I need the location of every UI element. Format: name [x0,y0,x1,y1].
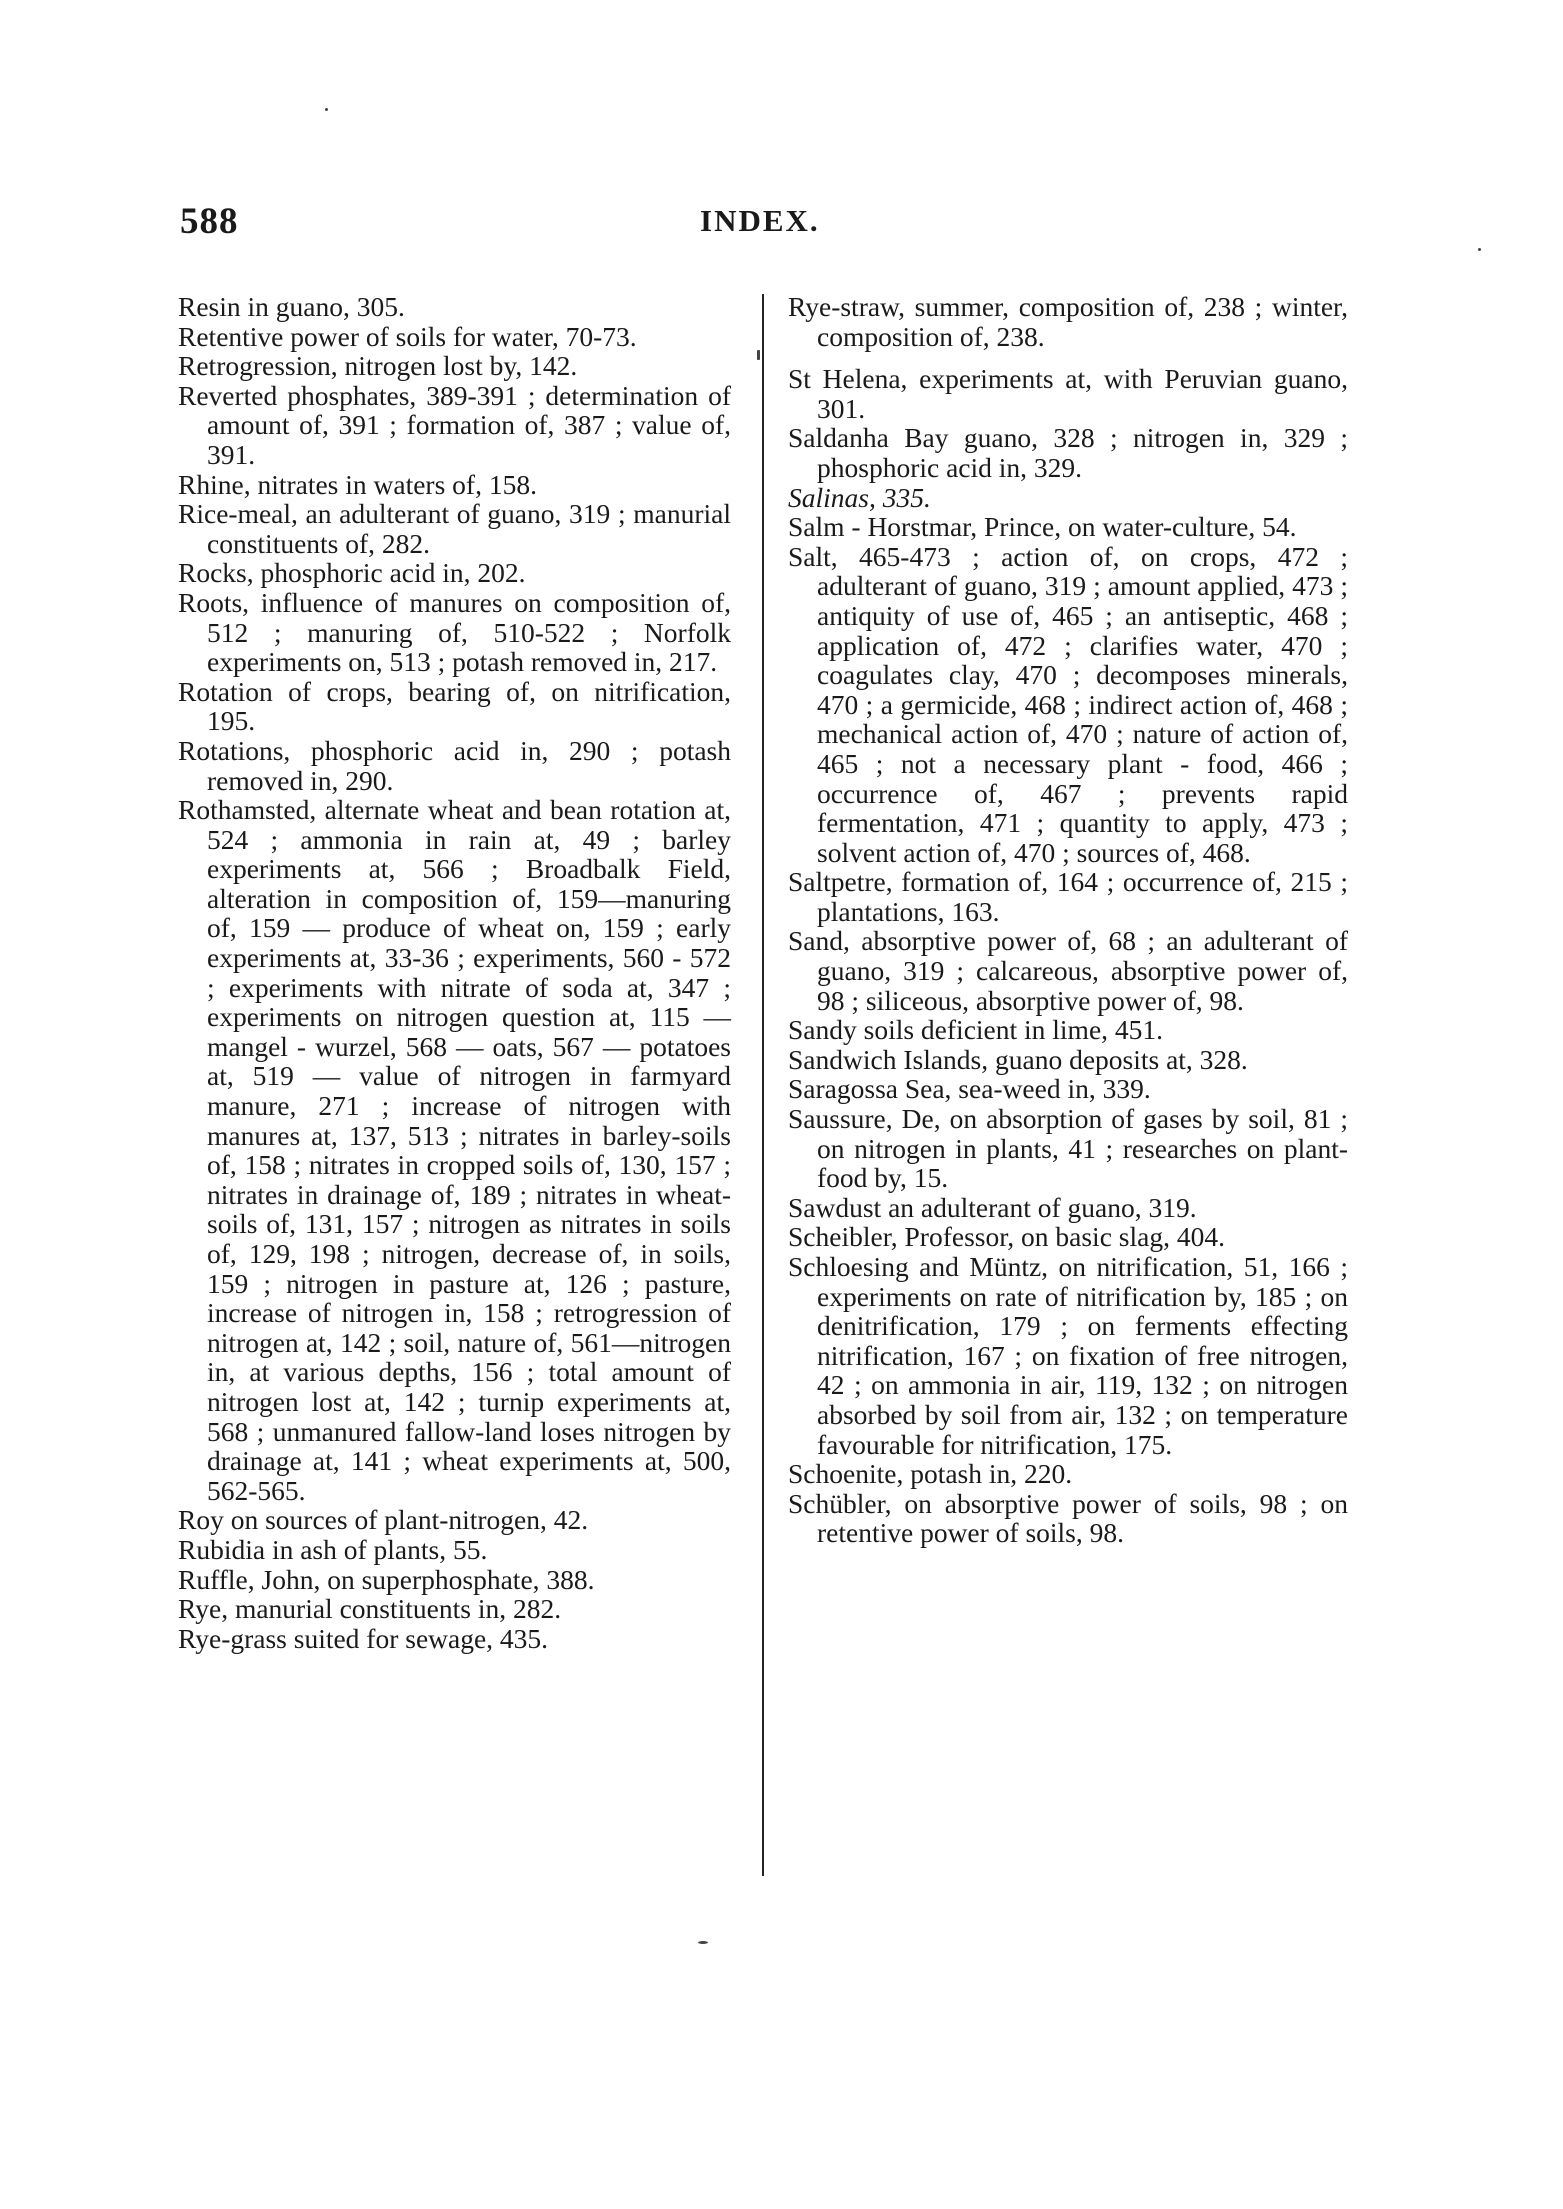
index-column-left [178,292,731,1653]
index-entry: Saltpetre, formation of, 164 ; occurrence of, 215 ; plantations, 163. [788,866,1348,927]
index-entry: Rocks, phosphoric acid in, 202. [178,557,526,589]
index-entry: Rotation of crops, bearing of, on nitrification, 195. [178,675,731,737]
scan-speck [325,108,328,111]
index-entry: Rice-meal, an adulterant of guano, 319 ; manurial constituents of, 282. [178,498,731,559]
index-entry: Sandwich Islands, guano deposits at, 328. [788,1043,1248,1075]
italic-entry-text: Salinas, 335. [788,481,931,513]
index-entry: Sawdust an adulterant of guano, 319. [788,1191,1197,1223]
index-entry: Rye-grass suited for sewage, 435. [178,1622,549,1654]
index-entry: Salt, 465-473 ; action of, on crops, 472 ; adulterant of guano, 319 ; amount applied, 473 ; antiquity of use of, 465 ; an antiseptic, 468 ; application of, 472 ; clarifies water, 470 ; coagulates clay, 470 ; decomposes minerals, 470 ; a germicide, 468 ; indirect action of, 468 ; mechanical action of, 470 ; nature of action of, 465 ; not a necessary plant - food, 466 ; occurrence of, 467 ; prevents rapid fermentation, 471 ; quantity to apply, 473 ; solvent action of, 470 ; sources of, 468. [788,540,1348,868]
index-entry: Saragossa Sea, sea-weed in, 339. [788,1073,1151,1105]
index-entry: Roots, influence of manures on composition of, 512 ; manuring of, 510-522 ; Norfolk experiments on, 513 ; potash removed in, 217. [178,586,731,678]
running-head: INDEX. [700,203,820,238]
index-entry: Retentive power of soils for water, 70-73. [178,320,637,352]
index-entry: Rye-straw, summer, composition of, 238 ; winter, composition of, 238. [788,291,1348,352]
index-entry: Roy on sources of plant-nitrogen, 42. [178,1504,589,1536]
index-column-right [788,292,1348,1548]
index-entry: Saldanha Bay guano, 328 ; nitrogen in, 329 ; phosphoric acid in, 329. [788,422,1348,483]
index-entry: Schloesing and Müntz, on nitrification, 51, 166 ; experiments on rate of nitrification by, 185 ; on denitrification, 179 ; on ferments effecting nitrification, 167 ; on fixation of free nitrogen, 42 ; on ammonia in air, 119, 132 ; on nitrogen absorbed by soil from air, 132 ; on temperature favourable for nitrification, 175. [788,1251,1348,1460]
index-entry: Resin in guano, 305. [178,291,405,322]
index-entry: Saussure, De, on absorption of gases by soil, 81 ; on nitrogen in plants, 41 ; researches on plant-food by, 15. [788,1103,1348,1194]
index-entry: Rubidia in ash of plants, 55. [178,1533,488,1565]
column-divider [762,294,764,1876]
index-entry: St Helena, experiments at, with Peruvian guano, 301. [788,363,1348,424]
index-entry: Rhine, nitrates in waters of, 158. [178,468,537,500]
scan-speck [757,350,760,360]
index-entry: Scheibler, Professor, on basic slag, 404. [788,1221,1225,1253]
scan-speck [1478,248,1481,251]
index-entry: Schübler, on absorptive power of soils, 98 ; on retentive power of soils, 98. [788,1487,1348,1549]
index-entry: Ruffle, John, on superphosphate, 388. [178,1563,595,1595]
index-entry: Salm - Horstmar, Prince, on water-culture, 54. [788,511,1297,543]
index-entry: Sand, absorptive power of, 68 ; an adulterant of guano, 319 ; calcareous, absorptive power of, 98 ; siliceous, absorptive power of, 98. [788,925,1348,1016]
index-entry: Schoenite, potash in, 220. [788,1458,1073,1490]
page-number: 588 [180,201,239,242]
index-entry [788,483,1348,513]
index-entry: Rotations, phosphoric acid in, 290 ; potash removed in, 290. [178,734,731,796]
index-entry: Rothamsted, alternate wheat and bean rotation at, 524 ; ammonia in rain at, 49 ; barley experiments at, 566 ; Broadbalk Field, alteration in composition of, 159—manuring of, 159 — produce of wheat on, 159 ; early experiments at, 33-36 ; experiments, 560 - 572 ; experiments with nitrate of soda at, 347 ; experiments on nitrogen question at, 115 — mangel - wurzel, 568 — oats, 567 — potatoes at, 519 — value of nitrogen in farmyard manure, 271 ; increase of nitrogen with manures at, 137, 513 ; nitrates in barley-soils of, 158 ; nitrates in cropped soils of, 130, 157 ; nitrates in drainage of, 189 ; nitrates in wheat-soils of, 131, 157 ; nitrogen as nitrates in soils of, 129, 198 ; nitrogen, decrease of, in soils, 159 ; nitrogen in pasture at, 126 ; pasture, increase of nitrogen in, 158 ; retrogression of nitrogen at, 142 ; soil, nature of, 561—nitrogen in, at various depths, 156 ; total amount of nitrogen lost at, 142 ; turnip experiments at, 568 ; unmanured fallow-land loses nitrogen by drainage at, 141 ; wheat experiments at, 500, 562-565. [178,794,731,1506]
index-entry: Rye, manurial constituents in, 282. [178,1593,562,1625]
index-entry: Retrogression, nitrogen lost by, 142. [178,350,578,382]
index-entry: Sandy soils deficient in lime, 451. [788,1014,1164,1046]
scan-speck [698,1941,708,1944]
index-entry: Reverted phosphates, 389-391 ; determination of amount of, 391 ; formation of, 387 ; value of, 391. [178,379,731,470]
